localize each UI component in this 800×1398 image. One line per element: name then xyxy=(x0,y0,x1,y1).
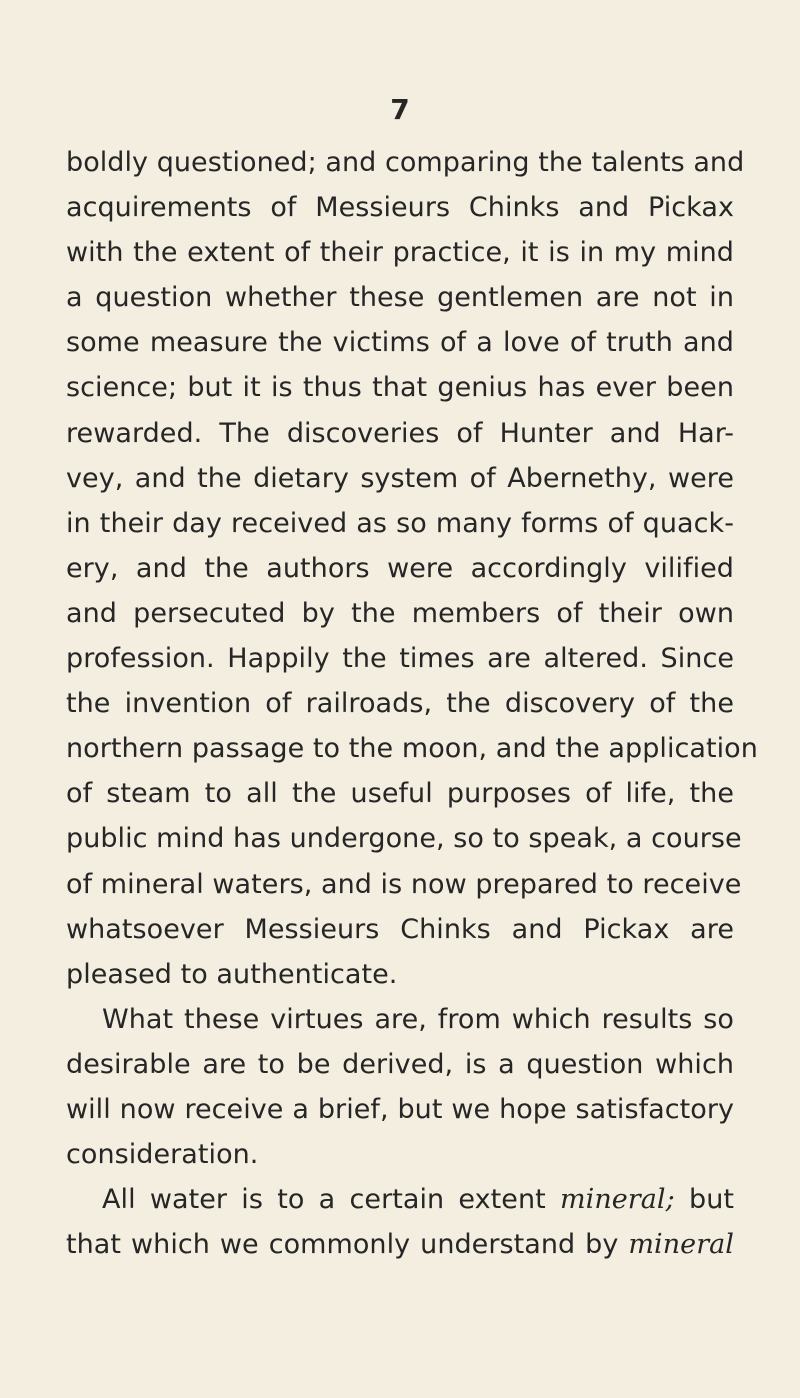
text-line xyxy=(66,365,734,410)
text-segment: pleased to authenticate. xyxy=(66,958,398,990)
text-line xyxy=(66,1087,734,1132)
text-line xyxy=(66,230,734,275)
text-segment: acquirements of Messieurs Chinks and Pickax xyxy=(66,192,734,224)
text-segment: northern passage to the moon, and the application xyxy=(66,733,758,765)
italic-text-segment: mineral; xyxy=(560,1184,675,1216)
text-segment: boldly questioned; and comparing the talents and xyxy=(66,147,745,178)
text-line xyxy=(66,952,734,997)
page-number: 7 xyxy=(390,93,410,126)
text-line xyxy=(66,1042,734,1087)
text-segment: some measure the victims of a love of truth and xyxy=(66,327,734,359)
text-segment: profession. Happily the times are altered. Since xyxy=(66,643,734,675)
text-line xyxy=(66,320,734,365)
text-segment: whatsoever Messieurs Chinks and Pickax are xyxy=(66,913,734,945)
text-segment: What these virtues are, from which results so xyxy=(102,1003,734,1035)
text-line xyxy=(66,411,734,456)
text-line xyxy=(66,1177,734,1222)
text-segment: and persecuted by the members of their own xyxy=(66,597,734,629)
text-line xyxy=(66,1132,734,1177)
text-line xyxy=(66,456,734,501)
text-segment: All water is to a certain extent xyxy=(102,1184,560,1216)
text-line xyxy=(66,907,734,952)
text-segment: vey, and the dietary system of Abernethy, were xyxy=(66,462,734,494)
text-line xyxy=(66,546,734,591)
text-segment: of steam to all the useful purposes of life, the xyxy=(66,778,734,810)
text-line xyxy=(66,771,734,816)
text-segment: the invention of railroads, the discovery of the xyxy=(66,688,734,720)
text-segment: with the extent of their practice, it is in my mind xyxy=(66,237,734,269)
text-line xyxy=(66,501,734,546)
text-line xyxy=(66,1222,734,1267)
text-line xyxy=(66,816,742,861)
text-segment: will now receive a brief, but we hope satisfactory xyxy=(66,1093,734,1125)
text-segment: of mineral waters, and is now prepared to receive xyxy=(66,868,742,900)
text-segment: rewarded. The discoveries of Hunter and Har- xyxy=(66,417,734,449)
text-segment: consideration. xyxy=(66,1139,259,1171)
text-line xyxy=(66,681,734,726)
text-segment: public mind has undergone, so to speak, a course xyxy=(66,823,742,855)
text-segment: a question whether these gentlemen are not in xyxy=(66,282,734,314)
text-segment: but xyxy=(674,1184,734,1216)
text-line xyxy=(66,997,734,1042)
text-line xyxy=(66,185,734,230)
text-segment: in their day received as so many forms of quack- xyxy=(66,507,734,539)
text-segment: science; but it is thus that genius has ever been xyxy=(66,372,734,404)
text-line xyxy=(66,275,734,320)
text-line xyxy=(66,591,734,636)
text-line xyxy=(66,140,745,185)
text-segment: that which we commonly understand by xyxy=(66,1229,629,1261)
text-line xyxy=(66,726,758,771)
italic-text-segment: mineral xyxy=(628,1229,734,1261)
text-segment: desirable are to be derived, is a question which xyxy=(66,1048,734,1080)
body-text xyxy=(66,140,758,1267)
text-line xyxy=(66,862,742,907)
text-line xyxy=(66,636,734,681)
text-segment: ery, and the authors were accordingly vilified xyxy=(66,552,734,584)
